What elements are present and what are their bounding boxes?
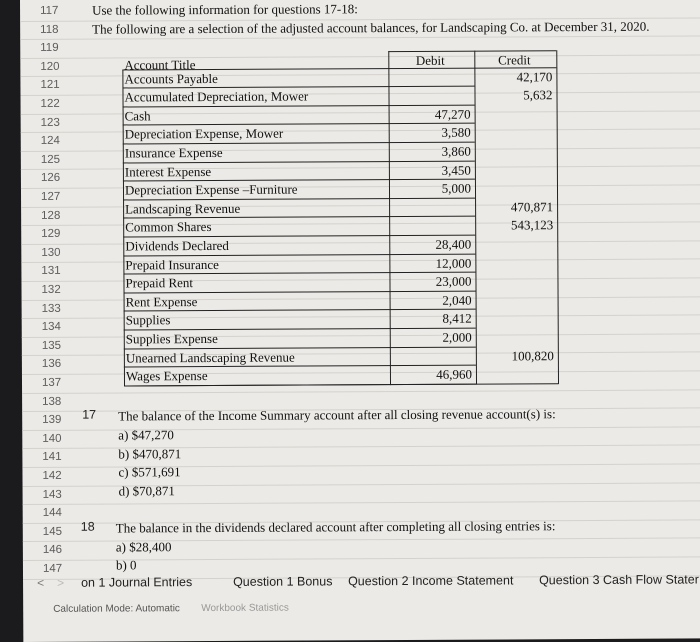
row-number[interactable]: 123 [40,116,60,129]
row-number[interactable]: 120 [40,60,60,73]
row-number[interactable]: 143 [42,488,62,501]
row-number[interactable]: 130 [41,246,61,259]
account-title-cell[interactable]: Depreciation Expense, Mower [124,125,284,142]
header-credit[interactable]: Credit [498,52,531,68]
debit-cell[interactable]: 12,000 [435,255,472,271]
row-number[interactable]: 136 [41,358,62,371]
debit-cell[interactable]: 3,450 [441,162,471,178]
debit-cell[interactable]: 47,270 [434,106,471,122]
header-debit[interactable]: Debit [415,52,445,68]
q17-option-d[interactable]: d) $70,871 [118,482,175,499]
sheet-tab-bar [23,568,700,598]
calculation-mode-status[interactable]: Calculation Mode: Automatic [53,603,180,615]
row-number[interactable]: 119 [40,41,59,55]
account-title-cell[interactable]: Supplies Expense [125,330,218,347]
debit-cell[interactable]: 8,412 [442,310,472,327]
credit-cell[interactable]: 42,170 [516,68,553,84]
q18-option-a[interactable]: a) $28,400 [115,538,172,555]
account-title-cell[interactable]: Interest Expense [124,163,212,179]
tab-question-2-income-statement[interactable]: Question 2 Income Statement [348,573,514,589]
account-title-cell[interactable]: Cash [124,108,151,124]
q17-option-c[interactable]: c) $571,691 [118,464,181,480]
debit-cell[interactable]: 23,000 [435,273,472,289]
q18-option-b[interactable]: b) 0 [115,557,137,573]
debit-cell[interactable]: 3,860 [441,143,471,159]
row-number[interactable]: 144 [42,506,62,520]
row-number[interactable]: 141 [42,451,62,464]
account-title-cell[interactable]: Supplies [125,312,171,328]
account-title-cell[interactable]: Rent Expense [125,293,198,310]
debit-cell[interactable]: 5,000 [441,180,472,196]
row-number[interactable]: 142 [42,469,62,482]
account-title-cell[interactable]: Prepaid Rent [125,275,194,291]
tab-journal-entries[interactable]: on 1 Journal Entries [81,575,193,590]
q17-option-b[interactable]: b) $470,871 [118,445,182,462]
row-number[interactable]: 125 [40,153,61,166]
account-title-cell[interactable]: Dividends Declared [125,237,229,254]
credit-cell[interactable]: 5,632 [523,87,553,103]
row-number[interactable]: 135 [41,339,62,352]
account-title-cell[interactable]: Wages Expense [125,368,208,384]
row-number[interactable]: 117 [40,4,59,17]
intro-line-118[interactable]: The following are a selection of the adjusted account balances, for Landscaping Co. at December 31, 2020. [92,18,650,37]
row-number[interactable]: 145 [42,525,63,538]
debit-cell[interactable]: 2,040 [442,292,472,308]
row-gridline [20,54,700,59]
header-account-title[interactable]: Account Title [124,57,196,73]
row-number[interactable]: 133 [41,302,61,315]
row-number[interactable]: 124 [40,134,60,148]
row-number[interactable]: 139 [42,413,62,427]
q17-question[interactable]: The balance of the Income Summary account after all closing revenue account(s) is: [118,406,556,424]
account-title-cell[interactable]: Prepaid Insurance [125,256,219,272]
credit-cell[interactable]: 470,871 [510,198,554,215]
prev-sheet-arrow[interactable]: < [37,575,45,590]
row-number[interactable]: 127 [40,190,61,203]
debit-cell[interactable]: 3,580 [441,124,471,141]
tab-question-1-bonus[interactable]: Question 1 Bonus [233,574,333,589]
debit-cell[interactable]: 28,400 [435,236,472,252]
row-gridline [22,389,700,394]
account-title-cell[interactable]: Common Shares [125,219,212,235]
account-title-cell[interactable]: Unearned Landscaping Revenue [125,349,295,365]
row-number[interactable]: 132 [41,283,61,296]
row-number[interactable]: 128 [41,209,61,222]
credit-cell[interactable]: 100,820 [511,347,554,363]
credit-cell[interactable]: 543,123 [510,217,554,233]
row-number[interactable]: 121 [40,79,60,92]
tab-question-3-cash-flow[interactable]: Question 3 Cash Flow Stater [539,572,699,588]
row-number[interactable]: 137 [41,376,62,389]
debit-cell[interactable]: 2,000 [442,329,472,345]
row-number[interactable]: 140 [42,432,62,445]
q18-question[interactable]: The balance in the dividends declared account after completing all closing entries is: [115,518,556,536]
account-title-cell[interactable]: Depreciation Expense –Furniture [124,181,298,198]
row-number[interactable]: 118 [40,23,59,36]
workbook-statistics-status[interactable]: Workbook Statistics [201,602,289,615]
debit-cell[interactable]: 46,960 [436,366,473,382]
row-number[interactable]: 147 [42,562,63,575]
intro-line-117[interactable]: Use the following information for questions 17-18: [92,1,358,18]
q18-number[interactable]: 18 [80,519,95,534]
q17-number[interactable]: 17 [82,407,97,422]
row-number[interactable]: 126 [40,172,61,185]
row-number[interactable]: 122 [40,97,60,110]
row-number[interactable]: 131 [41,265,61,278]
row-number[interactable]: 138 [42,395,62,408]
row-number[interactable]: 134 [41,320,61,334]
account-title-cell[interactable]: Accounts Payable [124,70,218,86]
account-title-cell[interactable]: Landscaping Revenue [125,200,241,217]
row-gridline [23,501,700,506]
row-number[interactable]: 146 [42,544,63,557]
spreadsheet-sheet [20,0,700,642]
account-title-cell[interactable]: Accumulated Depreciation, Mower [124,88,309,105]
q17-option-a[interactable]: a) $47,270 [118,427,174,443]
status-bar [23,596,700,622]
next-sheet-arrow[interactable]: > [57,575,65,590]
row-number[interactable]: 129 [41,227,61,241]
account-title-cell[interactable]: Insurance Expense [124,144,223,161]
